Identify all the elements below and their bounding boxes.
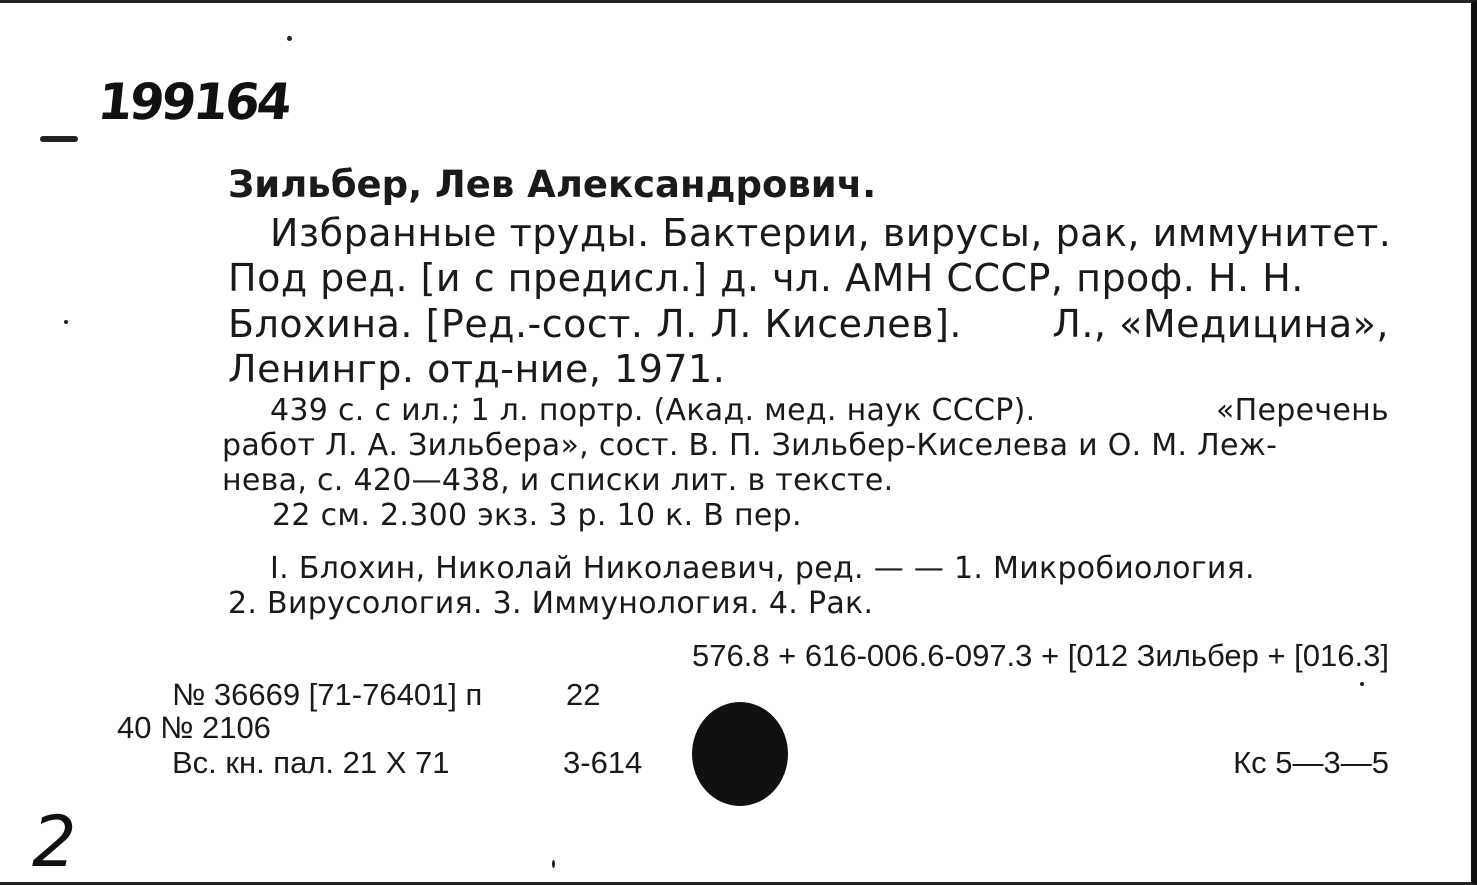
- punch-hole: [692, 702, 788, 806]
- publisher: Л., «Медицина»,: [1052, 302, 1389, 346]
- order-number: № 36669 [71-76401] п: [172, 677, 483, 712]
- subject-line-2: 2. Вирусология. 3. Иммунология. 4. Рак.: [228, 586, 874, 621]
- description-line-4: 22 см. 2.300 экз. 3 р. 10 к. В пер.: [272, 498, 802, 533]
- ink-speck: [287, 36, 292, 41]
- description-line-1: 439 с. с ил.; 1 л. портр. (Акад. мед. наук СССР).: [270, 393, 1036, 428]
- ink-speck: [552, 860, 555, 868]
- title-line-2: Под ред. [и с предисл.] д. чл. АМН СССР, проф. Н. Н.: [228, 256, 1304, 300]
- ink-speck: [1360, 682, 1364, 686]
- tray-number: 40 № 2106: [117, 710, 271, 745]
- handwritten-mark: 2: [32, 801, 77, 883]
- udc-classification: 576.8 + 616-006.6-097.3 + [012 Зильбер + [016.3]: [691, 638, 1389, 673]
- subject-line-1: I. Блохин, Николай Николаевич, ред. — — 1. Микробиология.: [270, 551, 1255, 586]
- accession-number: 199164: [94, 73, 292, 131]
- description-line-3: нева, с. 420—438, и списки лит. в тексте.: [222, 463, 894, 498]
- book-chamber-code: 3-614: [563, 745, 643, 780]
- description-line-2: работ Л. А. Зильбера», сост. В. П. Зильбер-Киселева и О. М. Леж-: [222, 428, 1278, 463]
- ink-speck: [64, 320, 68, 324]
- bibliography-note: «Перечень: [1215, 393, 1389, 428]
- catalog-code: Кс 5—3—5: [1233, 745, 1389, 780]
- title-line-4: Ленингр. отд-ние, 1971.: [228, 347, 726, 391]
- author-name: Зильбер, Лев Александрович.: [228, 163, 877, 206]
- ink-speck: [40, 136, 78, 142]
- title-line-3: Блохина. [Ред.-сост. Л. Л. Киселев].: [228, 302, 962, 346]
- book-chamber-line: Вс. кн. пал. 21 X 71: [172, 745, 450, 780]
- title-line-1: Избранные труды. Бактерии, вирусы, рак, иммунитет.: [270, 211, 1392, 255]
- order-count: 22: [566, 677, 601, 712]
